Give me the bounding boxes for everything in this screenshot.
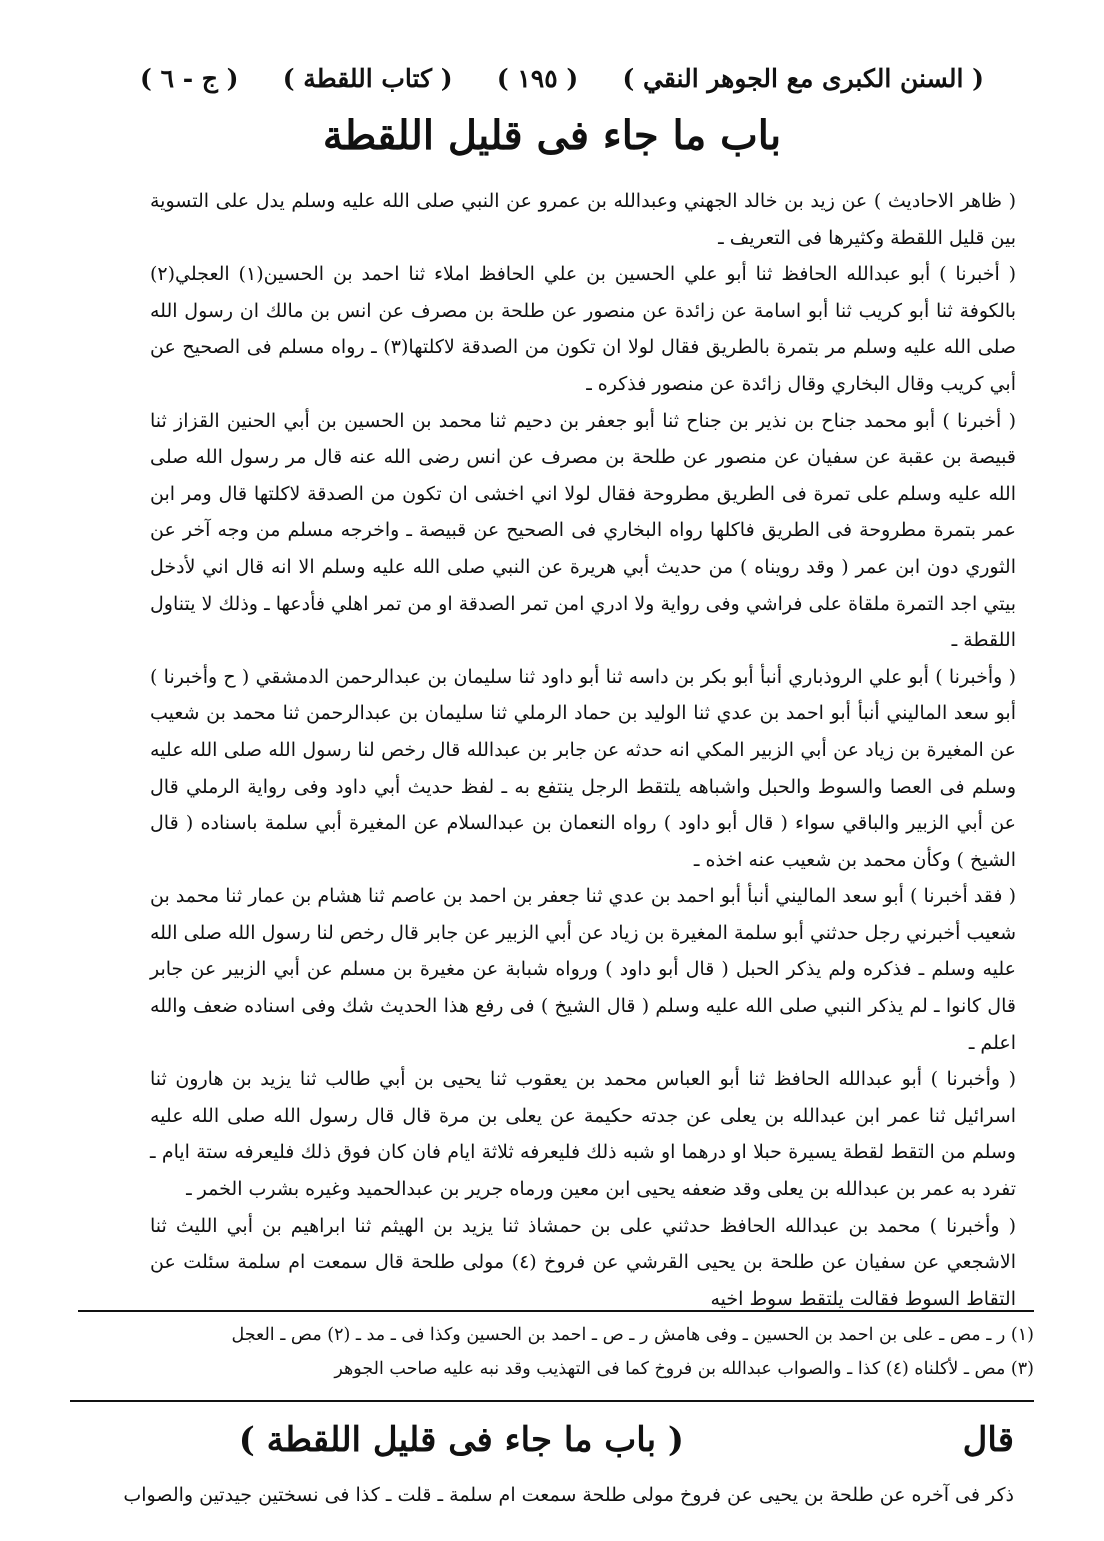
- paragraph: ( وأخبرنا ) أبو علي الروذباري أنبأ أبو بكر بن داسه ثنا أبو داود ثنا سليمان بن عبدالرحمن الدمشقي ( ح وأخبرنا ) أبو سعد الماليني أنبأ أبو احمد بن عدي ثنا الوليد بن حماد الرملي ثنا سليمان بن عبدالرحمن ثنا محمد بن شعيب عن المغيرة بن زياد عن أبي الزبير المكي انه حدثه عن جابر بن عبدالله قال رخص لنا رسول الله صلى الله عليه وسلم فى العصا والسوط والحبل واشباهه يلتقط الرجل ينتفع به ـ لفظ حديث أبي داود وفى رواية الرملي قال عن أبي الزبير والباقي سواء ( قال أبو داود ) رواه النعمان بن عبدالسلام عن المغيرة أبي سلمة باسناده ( قال الشيخ ) وكأن محمد بن شعيب عنه اخذه ـ: [150, 665, 1016, 871]
- commentary-qal: قال: [962, 1420, 1014, 1460]
- header-page-number: ( ١٩٥ ): [496, 63, 579, 93]
- commentary-chapter-title: ( باب ما جاء فى قليل اللقطة ): [238, 1420, 684, 1460]
- chapter-title: باب ما جاء فى قليل اللقطة: [322, 112, 782, 159]
- header-section-title: ( كتاب اللقطة ): [282, 63, 453, 93]
- paragraph: ( وأخبرنا ) محمد بن عبدالله الحافظ حدثني على بن حمشاذ ثنا يزيد بن الهيثم ثنا ابراهيم بن أبي الليث ثنا الاشجعي عن سفيان عن طلحة بن يحيى القرشي عن فروخ (٤) مولى طلحة قال سمعت ام سلمة سئلت عن التقاط السوط فقالت يلتقط سوط اخيه: [150, 1214, 1016, 1310]
- header-book-title: ( السنن الكبرى مع الجوهر النقي ): [622, 63, 984, 93]
- paragraph: ( وأخبرنا ) أبو عبدالله الحافظ ثنا أبو العباس محمد بن يعقوب ثنا يحيى بن أبي طالب ثنا يزيد بن هارون ثنا اسرائيل ثنا عمر ابن عبدالله بن يعلى عن جدته حكيمة عن يعلى بن مرة قال قال رسول الله صلى الله عليه وسلم من التقط لقطة يسيرة حبلا او درهما او شبه ذلك فليعرفه ثلاثة ايام فان كان فوق ذلك فليعرفه ستة ايام ـ تفرد به عمر بن عبدالله بن يعلى وقد ضعفه يحيى ابن معين ورماه جرير بن عبدالحميد وغيره بشرب الخمر ـ: [150, 1068, 1016, 1201]
- footnote-divider: [78, 1310, 1034, 1312]
- running-header: [140, 58, 984, 98]
- paragraph: ( ظاهر الاحاديث ) عن زيد بن خالد الجهني وعبدالله بن عمرو عن النبي صلى الله عليه وسلم يدل على التسوية بين قليل اللقطة وكثيرها فى التعريف ـ: [150, 190, 1016, 249]
- commentary-heading: [70, 1420, 1014, 1470]
- footnotes: [70, 1318, 1034, 1386]
- header-volume: ( ج - ٦ ): [140, 63, 239, 93]
- main-text: [150, 183, 1016, 1317]
- paragraph: ( أخبرنا ) أبو عبدالله الحافظ ثنا أبو علي الحسين بن علي الحافظ املاء ثنا احمد بن الحسين(١) العجلي(٢) بالكوفة ثنا أبو كريب ثنا أبو اسامة عن زائدة عن منصور عن طلحة بن مصرف عن انس بن مالك ان رسول الله صلى الله عليه وسلم مر بتمرة بالطريق فقال لولا ان تكون من الصدقة لاكلتها(٣) ـ رواه مسلم فى الصحيح عن أبي كريب وقال البخاري وقال زائدة عن منصور فذكره ـ: [150, 263, 1017, 395]
- footnote-line: (٣) مص ـ لأكلناه (٤) كذا ـ والصواب عبدالله بن فروخ كما فى التهذيب وقد نبه عليه صاحب الجوهر: [334, 1359, 1034, 1379]
- commentary-text: ذكر فى آخره عن طلحة بن يحيى عن فروخ مولى طلحة سمعت ام سلمة ـ قلت ـ كذا فى نسختين جيدتين والصواب: [123, 1484, 1014, 1506]
- commentary-divider: [70, 1400, 1034, 1402]
- paragraph: ( فقد أخبرنا ) أبو سعد الماليني أنبأ أبو احمد بن عدي ثنا جعفر بن احمد بن عاصم ثنا هشام بن عمار ثنا محمد بن شعيب أخبرني رجل حدثني أبو سلمة المغيرة بن زياد عن أبي الزبير عن جابر قال رخص لنا رسول الله صلى الله عليه وسلم ـ فذكره ولم يذكر الحبل ( قال أبو داود ) ورواه شبابة عن مغيرة بن مسلم عن أبي الزبير عن جابر قال كانوا ـ لم يذكر النبي صلى الله عليه وسلم ( قال الشيخ ) فى رفع هذا الحديث شك وفى اسناده ضعف والله اعلم ـ: [150, 885, 1016, 1054]
- paragraph: ( أخبرنا ) أبو محمد جناح بن نذير بن جناح ثنا أبو جعفر بن دحيم ثنا محمد بن الحسين بن أبي الحنين القزاز ثنا قبيصة بن عقبة عن سفيان عن منصور عن طلحة بن مصرف عن انس رضى الله عنه قال مر رسول الله صلى الله عليه وسلم على تمرة فى الطريق مطروحة فقال لولا اني اخشى ان تكون من الصدقة لاكلتها قال ومر ابن عمر بتمرة مطروحة فى الطريق فاكلها رواه البخاري فى الصحيح عن قبيصة ـ واخرجه مسلم من وجه آخر عن الثوري دون ابن عمر ( وقد رويناه ) من حديث أبي هريرة عن النبي صلى الله عليه وسلم الا انه قال اني لأدخل بيتي اجد التمرة ملقاة على فراشي وفى رواية ولا ادري امن تمر الصدقة او من تمر اهلي فأدعها ـ وذلك لا يتناول اللقطة ـ: [150, 409, 1016, 652]
- footnote-line: (١) ر ـ مص ـ على بن احمد بن الحسين ـ وفى هامش ر ـ ص ـ احمد بن الحسين وكذا فى ـ مد ـ (٢) مص ـ العجل: [231, 1325, 1034, 1345]
